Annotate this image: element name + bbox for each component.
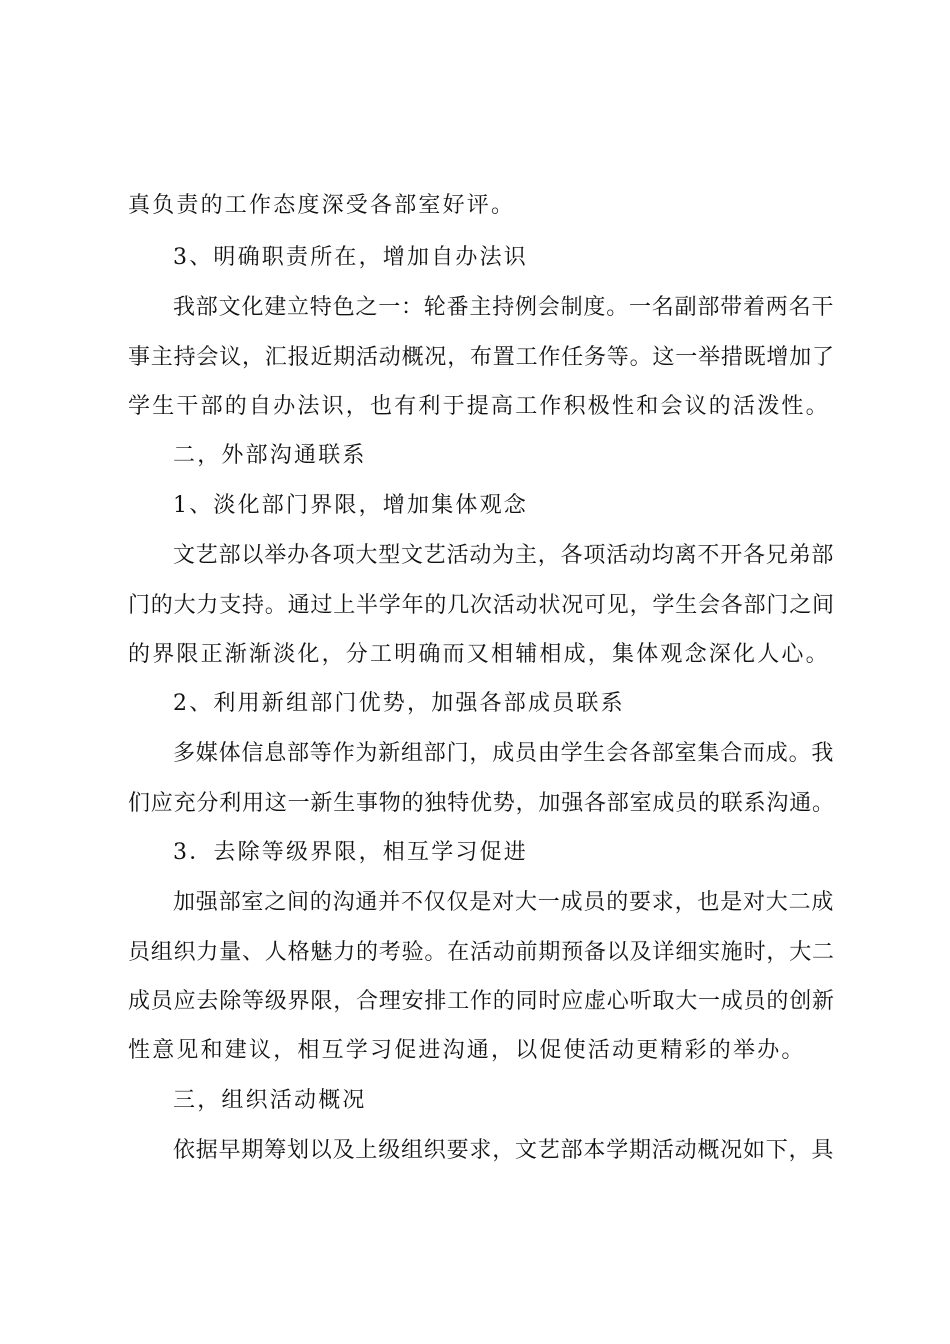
paragraph-line: 员组织力量、人格魅力的考验。在活动前期预备以及详细实施时，大二 [128,940,835,965]
paragraph-line: 依据早期筹划以及上级组织要求，文艺部本学期活动概况如下，具 [173,1138,835,1163]
paragraph-line: 的界限正渐渐淡化，分工明确而又相辅相成，集体观念深化人心。 [128,642,830,667]
section-heading: 三，组织活动概况 [173,1088,367,1113]
paragraph-line: 门的大力支持。通过上半学年的几次活动状况可见，学生会各部门之间 [128,593,835,618]
paragraph-line: 学生干部的自办法识，也有利于提高工作积极性和会议的活泼性。 [128,394,830,419]
section-heading: 二，外部沟通联系 [173,443,367,468]
paragraph-line: 成员应去除等级界限，合理安排工作的同时应虚心听取大一成员的创新 [128,989,835,1014]
section-heading: 3、明确职责所在，增加自办法识 [173,245,528,270]
section-heading: 3．去除等级界限，相互学习促进 [173,840,528,865]
paragraph-line: 加强部室之间的沟通并不仅仅是对大一成员的要求，也是对大二成 [173,890,835,915]
paragraph-line: 性意见和建议，相互学习促进沟通，以促使活动更精彩的举办。 [128,1038,806,1063]
paragraph-line: 多媒体信息部等作为新组部门，成员由学生会各部室集合而成。我 [173,741,835,766]
paragraph-line: 们应充分利用这一新生事物的独特优势，加强各部室成员的联系沟通。 [128,791,835,816]
paragraph-line: 真负责的工作态度深受各部室好评。 [128,193,516,218]
paragraph-line: 我部文化建立特色之一：轮番主持例会制度。一名副部带着两名干 [173,295,835,320]
paragraph-line: 事主持会议，汇报近期活动概况，布置工作任务等。这一举措既增加了 [128,345,835,370]
section-heading: 1、淡化部门界限，增加集体观念 [173,493,528,518]
section-heading: 2、利用新组部门优势，加强各部成员联系 [173,691,625,716]
paragraph-line: 文艺部以举办各项大型文艺活动为主，各项活动均离不开各兄弟部 [173,543,835,568]
